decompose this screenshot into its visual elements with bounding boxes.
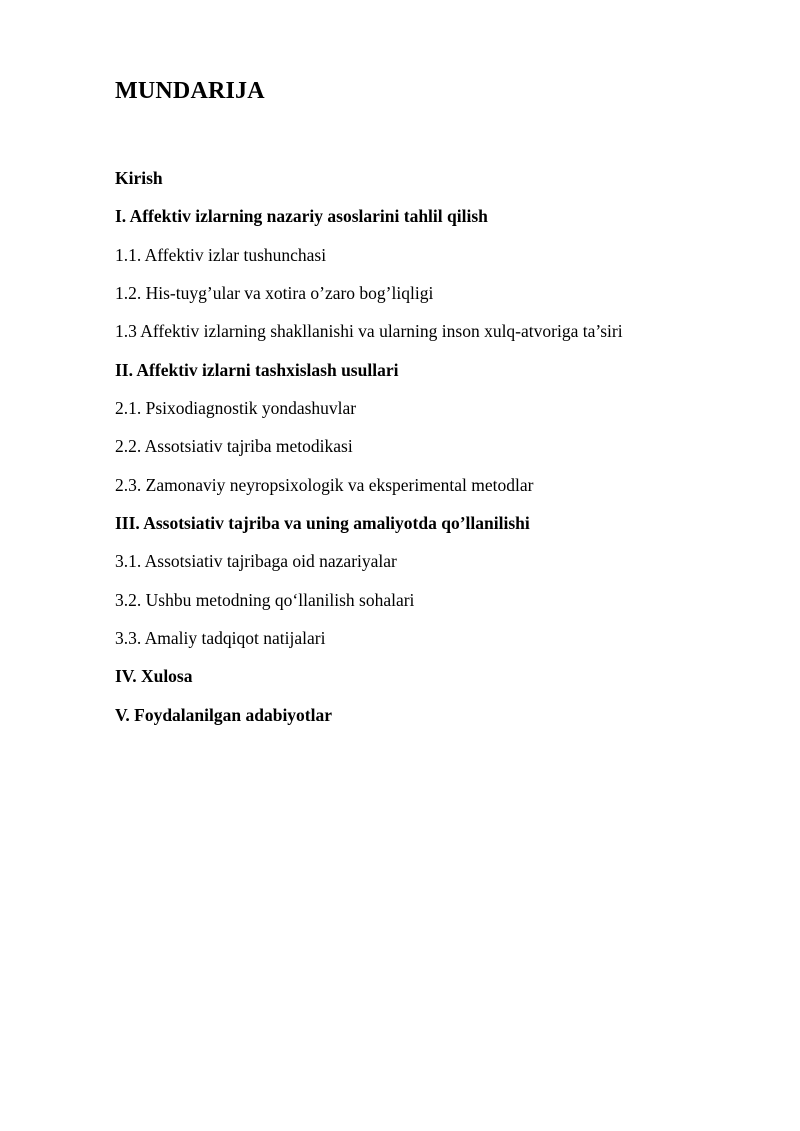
toc-section-heading: II. Affektiv izlarni tashxislash usullari [115,359,399,380]
toc-subsection-item: 1.3 Affektiv izlarning shakllanishi va ularning inson xulq-atvoriga ta’siri [115,321,623,342]
toc-section-heading: Kirish [115,168,163,188]
toc-section-heading: I. Affektiv izlarning nazariy asoslarini tahlil qilish [115,206,488,227]
toc-subsection-item: 1.2. His-tuyg’ular va xotira o’zaro bog’liqligi [115,283,434,304]
toc-section-heading: III. Assotsiativ tajriba va uning amaliyotda qo’llanilishi [115,513,530,534]
toc-section-heading: IV. Xulosa [115,666,193,687]
page-title: MUNDARIJA [115,78,265,104]
toc-subsection-item: 2.3. Zamonaviy neyropsixologik va eksperimental metodlar [115,474,534,495]
toc-subsection-item: 2.2. Assotsiativ tajriba metodikasi [115,436,353,457]
toc-subsection-item: 3.3. Amaliy tadqiqot natijalari [115,628,326,649]
toc-subsection-item: 1.1. Affektiv izlar tushunchasi [115,244,327,265]
toc-subsection-item: 3.2. Ushbu metodning qo‘llanilish sohalari [115,589,415,610]
table-of-contents [115,166,775,741]
toc-subsection-item: 2.1. Psixodiagnostik yondashuvlar [115,398,357,419]
toc-section-heading: V. Foydalanilgan adabiyotlar [115,704,333,725]
toc-subsection-item: 3.1. Assotsiativ tajribaga oid nazariyalar [115,551,397,572]
